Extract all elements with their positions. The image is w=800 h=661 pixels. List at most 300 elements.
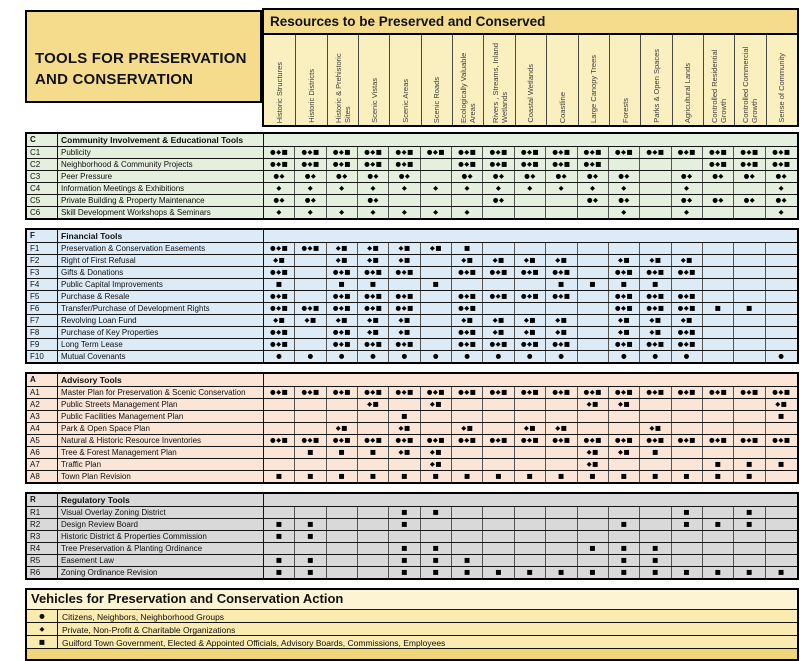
matrix-cell: ●◆■: [295, 303, 326, 314]
matrix-cell: [452, 531, 483, 542]
matrix-cell: ◆■: [264, 315, 295, 326]
matrix-cell: ●◆■: [264, 291, 295, 302]
matrix-cell: ●◆■: [609, 267, 640, 278]
matrix-cell: ●◆■: [483, 387, 514, 398]
matrix-cell: [358, 531, 389, 542]
matrix-cell: ◆■: [483, 255, 514, 266]
column-header: [358, 35, 389, 125]
matrix-cell: [703, 507, 734, 518]
matrix-cell: ●◆■: [546, 147, 577, 158]
matrix-cell: ●: [421, 351, 452, 362]
matrix-cell: ●◆■: [640, 387, 671, 398]
matrix-cell: [483, 279, 514, 290]
column-header: [483, 35, 514, 125]
matrix-cell: ■: [515, 471, 546, 482]
matrix-cell: [766, 315, 797, 326]
matrix-cell: [703, 291, 734, 302]
matrix-cell: ●: [358, 351, 389, 362]
matrix-cell: ●◆■: [578, 435, 609, 446]
matrix-cell: [264, 399, 295, 410]
matrix-cell: ●◆■: [452, 327, 483, 338]
matrix-cell: ●: [778, 352, 785, 361]
matrix-cell: [483, 411, 514, 422]
matrix-cell: [703, 327, 734, 338]
matrix-cell: ●◆■: [358, 435, 389, 446]
matrix-cell: [734, 399, 765, 410]
matrix-cell: ●: [483, 351, 514, 362]
row-label: Town Plan Revision: [58, 471, 264, 482]
matrix-cell: [483, 243, 514, 254]
matrix-cell: [734, 279, 765, 290]
matrix-cell: [389, 195, 420, 206]
table-row: [27, 410, 797, 422]
matrix-cell: [295, 399, 326, 410]
matrix-cell: ◆■: [578, 447, 609, 458]
matrix-cell: ◆■: [609, 255, 640, 266]
matrix-cell: [546, 459, 577, 470]
section-title: Financial Tools: [58, 230, 264, 242]
matrix-cell: [578, 207, 609, 218]
column-header-label: Coastline: [557, 91, 567, 123]
row-id: F10: [27, 351, 58, 362]
matrix-cell: [452, 459, 483, 470]
matrix-cell: ◆: [609, 207, 640, 218]
section-A: [25, 372, 799, 484]
matrix-cell: [421, 531, 452, 542]
matrix-cell: ◆: [327, 183, 358, 194]
matrix-cell: [640, 531, 671, 542]
matrix-cell: [578, 267, 609, 278]
matrix-cell: ●◆■: [546, 339, 577, 350]
matrix-cell: ◆■: [640, 423, 671, 434]
matrix-cell: ●◆■: [452, 339, 483, 350]
matrix-cell: ■: [264, 531, 295, 542]
matrix-cell: [703, 399, 734, 410]
column-header-label: Scenic Roads: [432, 76, 442, 123]
table-row: [27, 458, 797, 470]
matrix-cell: [546, 303, 577, 314]
matrix-cell: ◆■: [358, 399, 389, 410]
matrix-cell: ●◆■: [483, 339, 514, 350]
matrix-cell: [515, 207, 546, 218]
matrix-cell: ●◆■: [640, 303, 671, 314]
matrix-cell: ◆: [778, 208, 785, 217]
matrix-cell: [734, 423, 765, 434]
matrix-cell: [421, 195, 452, 206]
table-row: [27, 386, 797, 398]
matrix-cell: ●◆■: [515, 147, 546, 158]
matrix-cell: [358, 423, 389, 434]
matrix-cell: ●◆■: [672, 291, 703, 302]
matrix-cell: [766, 267, 797, 278]
matrix-cell: [578, 339, 609, 350]
matrix-cell: ●◆: [703, 195, 734, 206]
table-row: [27, 254, 797, 266]
matrix-cell: ◆■: [389, 243, 420, 254]
matrix-cell: [703, 531, 734, 542]
matrix-cell: ■: [358, 471, 389, 482]
matrix-cell: ●◆■: [389, 267, 420, 278]
matrix-cell: [766, 519, 797, 530]
matrix-cell: ●◆: [264, 195, 295, 206]
vehicle-row: [27, 623, 797, 636]
matrix-cell: [358, 543, 389, 554]
matrix-cell: ●◆■: [640, 267, 671, 278]
row-label: Historic District & Properties Commission: [58, 531, 264, 542]
matrix-cell: ◆■: [578, 399, 609, 410]
matrix-cell: [734, 291, 765, 302]
matrix-cell: ●◆■: [640, 291, 671, 302]
matrix-cell: ●: [389, 351, 420, 362]
matrix-cell: [578, 411, 609, 422]
matrix-cell: ●◆: [358, 195, 389, 206]
matrix-cell: ●◆■: [389, 435, 420, 446]
row-id: F9: [27, 339, 58, 350]
matrix-cell: ●◆■: [327, 387, 358, 398]
matrix-cell: [327, 195, 358, 206]
matrix-cell: ◆■: [389, 315, 420, 326]
matrix-cell: [483, 543, 514, 554]
table-row: [27, 170, 797, 182]
matrix-cell: [703, 183, 734, 194]
matrix-cell: ◆: [358, 207, 389, 218]
column-header: [609, 35, 640, 125]
row-id: F6: [27, 303, 58, 314]
row-label: Tree & Forest Management Plan: [58, 447, 264, 458]
matrix-cell: ●◆■: [483, 147, 514, 158]
matrix-cell: ●◆■: [515, 291, 546, 302]
matrix-cell: [640, 183, 671, 194]
table-row: [27, 470, 797, 482]
vehicle-row: [27, 636, 797, 649]
matrix-cell: ■: [609, 519, 640, 530]
matrix-cell: [640, 399, 671, 410]
matrix-cell: ●◆: [775, 172, 788, 181]
matrix-cell: ◆■: [609, 327, 640, 338]
matrix-cell: [734, 543, 765, 554]
matrix-cell: [546, 543, 577, 554]
column-header: [264, 35, 295, 125]
matrix-cell: [327, 555, 358, 566]
matrix-cell: [421, 519, 452, 530]
matrix-cell: ■: [295, 531, 326, 542]
matrix-cell: [358, 555, 389, 566]
matrix-cell: [264, 507, 295, 518]
matrix-cell: ■: [578, 543, 609, 554]
matrix-cell: ■: [421, 279, 452, 290]
matrix-cell: [703, 543, 734, 554]
matrix-cell: ●◆■: [358, 147, 389, 158]
matrix-cell: [766, 507, 797, 518]
matrix-cell: [483, 423, 514, 434]
matrix-cell: ■: [546, 279, 577, 290]
matrix-cell: ●◆■: [734, 387, 765, 398]
matrix-cell: ●◆■: [703, 387, 734, 398]
matrix-cell: ◆: [264, 183, 295, 194]
matrix-cell: [578, 303, 609, 314]
row-id: C6: [27, 207, 58, 218]
matrix-cell: ■: [546, 471, 577, 482]
matrix-cell: [766, 471, 797, 482]
matrix-cell: ●: [264, 351, 295, 362]
matrix-cell: [295, 327, 326, 338]
row-label: Natural & Historic Resource Inventories: [58, 435, 264, 446]
vehicle-glyph: ◆: [27, 623, 58, 635]
matrix-cell: ■: [672, 567, 703, 578]
resources-header: [262, 8, 799, 127]
matrix-cell: [578, 555, 609, 566]
matrix-cell: ●◆■: [264, 159, 295, 170]
row-id: R5: [27, 555, 58, 566]
matrix-cell: ■: [389, 507, 420, 518]
matrix-cell: ■: [452, 555, 483, 566]
matrix-cell: ●◆■: [327, 435, 358, 446]
matrix-cell: ■: [734, 459, 765, 470]
row-label: Easement Law: [58, 555, 264, 566]
matrix-cell: [264, 459, 295, 470]
column-header: [389, 35, 420, 125]
matrix-cell: [640, 519, 671, 530]
matrix-cell: [703, 207, 734, 218]
matrix-cell: ●◆■: [295, 159, 326, 170]
matrix-cell: ●◆■: [327, 291, 358, 302]
matrix-cell: ◆■: [483, 327, 514, 338]
row-id: A4: [27, 423, 58, 434]
matrix-cell: ●◆■: [452, 303, 483, 314]
matrix-cell: [640, 243, 671, 254]
matrix-cell: ●◆: [672, 171, 703, 182]
matrix-cell: [766, 291, 797, 302]
vehicles-title: Vehicles for Preservation and Conservation Action: [27, 590, 797, 610]
matrix-cell: ●◆■: [295, 387, 326, 398]
matrix-cell: ●◆■: [515, 435, 546, 446]
matrix-cell: ●◆■: [734, 159, 765, 170]
matrix-cell: ●◆■: [672, 339, 703, 350]
matrix-cell: [452, 507, 483, 518]
matrix-cell: [703, 267, 734, 278]
matrix-cell: [578, 255, 609, 266]
matrix-cell: [578, 423, 609, 434]
matrix-cell: ●◆■: [264, 147, 295, 158]
row-label: Private Building & Property Maintenance: [58, 195, 264, 206]
matrix-cell: ◆: [421, 183, 452, 194]
row-label: Transfer/Purchase of Development Rights: [58, 303, 264, 314]
matrix-cell: ●◆■: [672, 267, 703, 278]
matrix-cell: ■: [734, 519, 765, 530]
matrix-cell: ◆■: [452, 423, 483, 434]
matrix-cell: ■: [578, 279, 609, 290]
matrix-cell: ■: [358, 447, 389, 458]
matrix-cell: ●◆■: [389, 303, 420, 314]
matrix-cell: ●◆■: [546, 159, 577, 170]
matrix-cell: [546, 207, 577, 218]
column-header-label: Historic & Prehistoric Sites: [333, 53, 352, 123]
matrix-cell: ●◆■: [672, 303, 703, 314]
matrix-cell: ■: [389, 567, 420, 578]
matrix-cell: [483, 459, 514, 470]
matrix-cell: [295, 267, 326, 278]
matrix-cell: ●◆■: [640, 339, 671, 350]
matrix-cell: [327, 519, 358, 530]
matrix-cell: ◆■: [358, 255, 389, 266]
matrix-cell: [421, 339, 452, 350]
column-header-label: Parks & Open Spaces: [651, 49, 661, 123]
matrix-cell: ■: [777, 460, 785, 469]
row-label: Zoning Ordinance Revision: [58, 567, 264, 578]
column-header-label: Scenic Areas: [401, 79, 411, 123]
matrix-cell: [734, 327, 765, 338]
matrix-cell: ●◆: [672, 195, 703, 206]
matrix-cell: [578, 519, 609, 530]
matrix-cell: ■: [640, 471, 671, 482]
matrix-cell: [734, 255, 765, 266]
vehicles-list: [27, 610, 797, 649]
matrix-cell: ●◆■: [672, 147, 703, 158]
matrix-cell: [672, 411, 703, 422]
matrix-cell: [703, 555, 734, 566]
row-id: C2: [27, 159, 58, 170]
matrix-cell: [483, 303, 514, 314]
matrix-cell: [609, 459, 640, 470]
matrix-cell: [452, 411, 483, 422]
matrix-cell: ◆■: [609, 447, 640, 458]
matrix-cell: ◆: [452, 183, 483, 194]
column-header: [766, 35, 797, 125]
matrix-cell: ●: [452, 351, 483, 362]
matrix-cell: ■: [264, 279, 295, 290]
matrix-cell: ●◆■: [609, 435, 640, 446]
table-row: [27, 278, 797, 290]
matrix-cell: ◆■: [421, 447, 452, 458]
matrix-cell: ●◆■: [483, 435, 514, 446]
matrix-cell: [515, 279, 546, 290]
row-label: Public Streets Management Plan: [58, 399, 264, 410]
matrix-cell: [766, 255, 797, 266]
matrix-cell: ■: [703, 519, 734, 530]
matrix-cell: ●◆■: [327, 159, 358, 170]
vehicle-glyph: ■: [27, 636, 58, 648]
section-header-spacer: [264, 134, 797, 146]
row-label: Revolving Loan Fund: [58, 315, 264, 326]
matrix-cell: [609, 507, 640, 518]
matrix-cell: ■: [483, 567, 514, 578]
matrix-cell: ◆■: [515, 315, 546, 326]
section-F: [25, 228, 799, 364]
column-header: [672, 35, 703, 125]
matrix-cell: ●◆■: [734, 147, 765, 158]
table-row: [27, 266, 797, 278]
matrix-cell: ■: [777, 568, 785, 577]
matrix-cell: ●◆■: [772, 160, 791, 169]
matrix-cell: ■: [672, 471, 703, 482]
matrix-cell: ◆■: [327, 315, 358, 326]
matrix-cell: ■: [358, 279, 389, 290]
matrix-cell: ■: [672, 507, 703, 518]
column-header: [578, 35, 609, 125]
matrix-cell: [672, 555, 703, 566]
matrix-cell: [483, 519, 514, 530]
matrix-cell: ■: [295, 519, 326, 530]
matrix-cell: ■: [389, 555, 420, 566]
matrix-cell: [672, 531, 703, 542]
row-label: Mutual Covenants: [58, 351, 264, 362]
section-title: Regulatory Tools: [58, 494, 264, 506]
row-label: Preservation & Conservation Easements: [58, 243, 264, 254]
matrix-cell: ●◆: [734, 171, 765, 182]
column-header: [327, 35, 358, 125]
matrix-cell: ●◆■: [609, 339, 640, 350]
matrix-cell: ●◆■: [483, 291, 514, 302]
table-row: [27, 290, 797, 302]
vehicle-label: Citizens, Neighbors, Neighborhood Groups: [62, 612, 225, 622]
column-header-label: Scenic Vistas: [369, 78, 379, 123]
matrix-cell: ●◆: [775, 196, 788, 205]
matrix-cell: ■: [609, 555, 640, 566]
column-header-label: Large Canopy Trees: [589, 55, 599, 123]
matrix-cell: ●◆■: [295, 243, 326, 254]
matrix-cell: ■: [734, 507, 765, 518]
matrix-cell: ●◆■: [546, 387, 577, 398]
matrix-cell: [766, 279, 797, 290]
row-id: F4: [27, 279, 58, 290]
matrix-cell: ●◆: [546, 171, 577, 182]
matrix-cell: [546, 507, 577, 518]
matrix-cell: [734, 207, 765, 218]
matrix-cell: [640, 411, 671, 422]
matrix-cell: ●◆■: [703, 147, 734, 158]
matrix-cell: ◆■: [546, 315, 577, 326]
matrix-cell: ◆■: [640, 327, 671, 338]
matrix-cell: ●◆■: [358, 291, 389, 302]
matrix-cell: ◆■: [609, 399, 640, 410]
table-row: [27, 350, 797, 362]
row-id: R4: [27, 543, 58, 554]
matrix-cell: [578, 291, 609, 302]
row-label: Traffic Plan: [58, 459, 264, 470]
matrix-cell: ●◆■: [358, 159, 389, 170]
matrix-cell: [578, 507, 609, 518]
matrix-cell: ●◆■: [578, 159, 609, 170]
matrix-cell: ■: [452, 567, 483, 578]
matrix-cell: ◆■: [515, 255, 546, 266]
table-row: [27, 506, 797, 518]
matrix-cell: ●◆■: [772, 388, 791, 397]
matrix-cell: [421, 159, 452, 170]
matrix-cell: ●◆■: [546, 291, 577, 302]
matrix-cell: [327, 567, 358, 578]
column-header-label: Coastal Wetlands: [526, 64, 536, 123]
matrix-cell: [734, 339, 765, 350]
row-id: C1: [27, 147, 58, 158]
matrix-cell: ■: [452, 471, 483, 482]
matrix-cell: ■: [703, 567, 734, 578]
matrix-cell: ●◆: [703, 171, 734, 182]
column-header: [546, 35, 577, 125]
matrix-cell: ●◆■: [389, 339, 420, 350]
matrix-cell: ◆: [515, 183, 546, 194]
matrix-cell: ◆: [672, 183, 703, 194]
matrix-cell: [483, 507, 514, 518]
table-row: [27, 338, 797, 350]
matrix-cell: [421, 303, 452, 314]
matrix-cell: ◆: [578, 183, 609, 194]
matrix-cell: [264, 447, 295, 458]
vehicle-label: Private, Non-Profit & Charitable Organizations: [62, 625, 236, 635]
vehicles-section: [25, 588, 799, 661]
matrix-cell: ■: [295, 555, 326, 566]
matrix-cell: ●◆■: [452, 159, 483, 170]
column-header: [295, 35, 326, 125]
